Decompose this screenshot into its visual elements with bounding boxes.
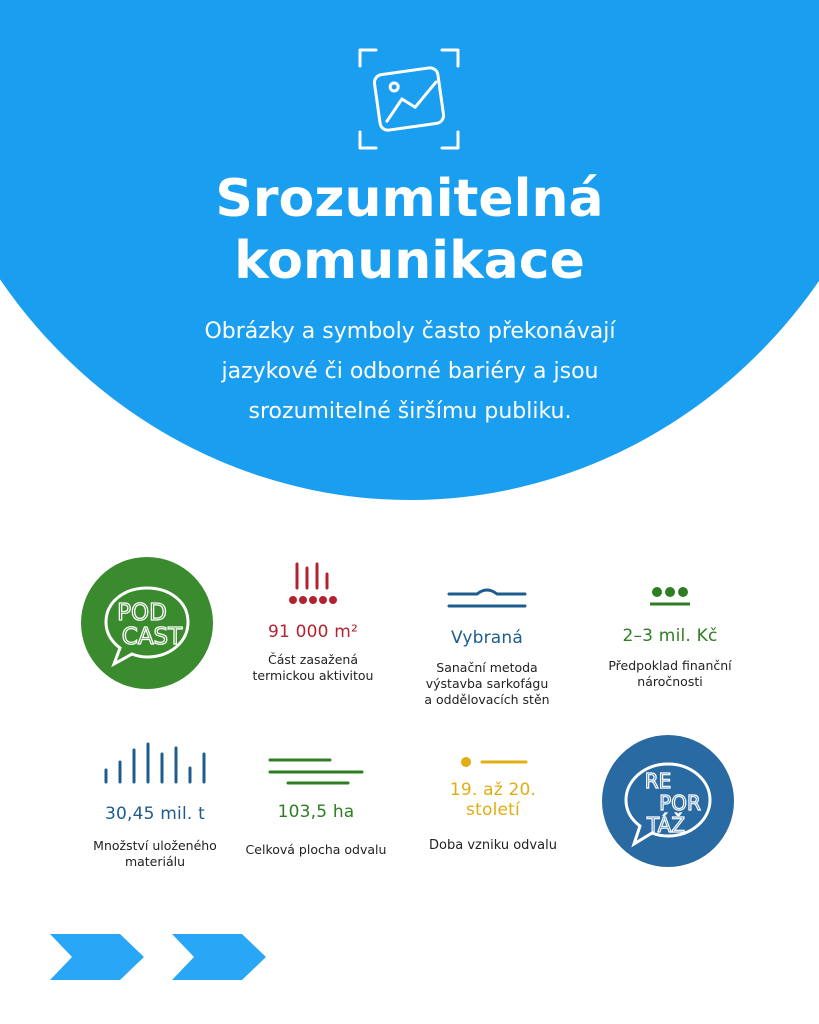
reportaz-label-2: POR [659,791,701,815]
stat-caption: Doba vzniku odvalu [429,838,557,853]
stat-caption: Část zasažená termickou aktivitou [252,652,374,683]
page-title: Srozumitelná komunikace [215,169,604,291]
stat-value: Vybraná [450,628,524,648]
three-dots-icon [648,584,692,608]
stat-thermal-area [238,560,388,684]
reportaz-label-1: RE [644,769,672,793]
stat-origin-period [414,752,572,854]
sarcophagus-lines-icon [447,586,527,612]
stat-caption: Celková plocha odvalu [245,842,387,857]
stat-caption: Sanační metoda výstavba sarkofágu a oddělovacích stěn [424,660,550,707]
chevron-arrow-icon [172,934,266,980]
stat-value: 2–3 mil. Kč [622,626,718,646]
stat-material [75,740,235,870]
heat-bars-icon [283,560,343,608]
stat-value: 19. až 20. století [449,780,537,820]
podcast-badge[interactable] [80,556,214,690]
stat-value: 91 000 m² [267,622,359,642]
stat-caption: Předpoklad finanční náročnosti [608,658,732,689]
stat-value: 103,5 ha [277,802,355,822]
reportaz-label-3: TÁŽ [646,813,686,837]
podcast-label-1: POD [117,600,167,626]
volume-bars-icon [100,740,210,786]
area-lines-icon [268,756,364,786]
stat-area [240,756,392,858]
chevron-arrow-icon [50,934,144,980]
stat-remediation [412,586,562,708]
stat-value: 30,45 mil. t [105,804,205,824]
stat-caption: Množství uloženého materiálu [93,838,217,869]
page-subtitle: Obrázky a symboly často překonávají jazykové či odborné bariéry a jsou srozumitelné širšímu publiku. [204,319,616,424]
stat-cost [590,584,750,690]
image-frame-icon [358,48,460,150]
podcast-label-2: CAST [121,624,183,650]
reportaz-badge[interactable] [600,734,736,868]
timeline-dot-icon [458,752,528,772]
